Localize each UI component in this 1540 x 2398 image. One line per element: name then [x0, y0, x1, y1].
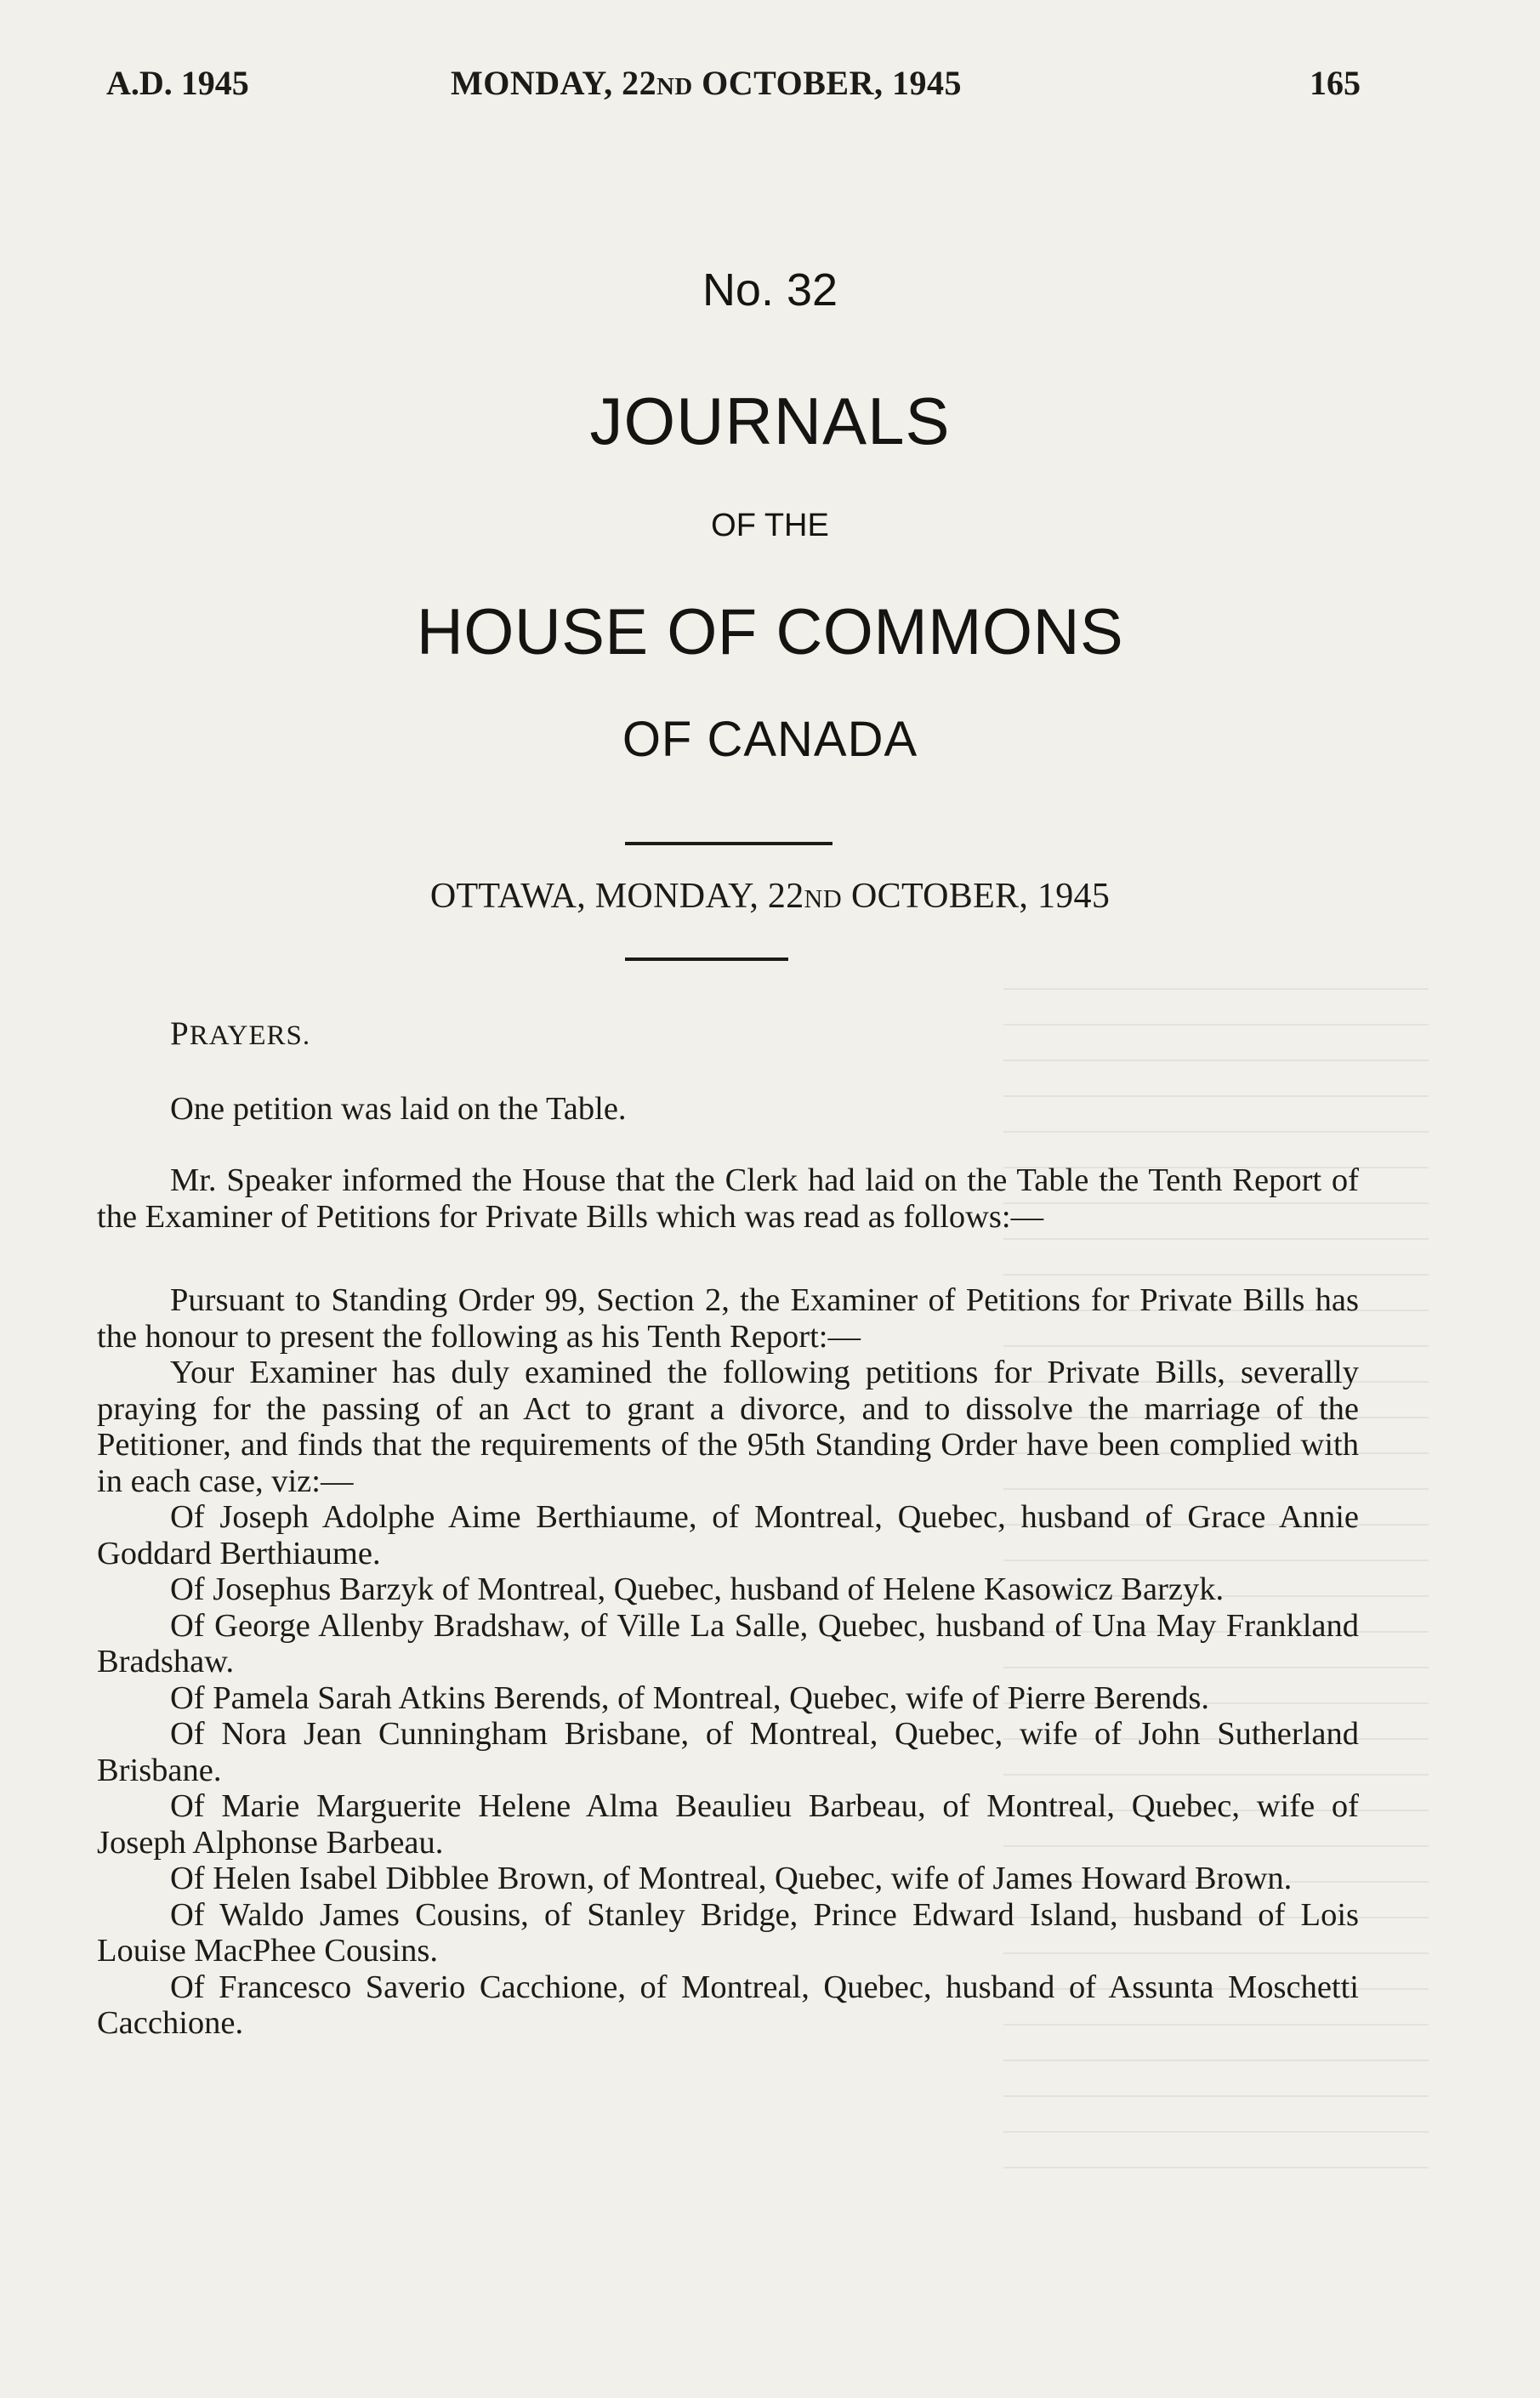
prayers-rest: RAYERS.	[189, 1020, 311, 1051]
issue-number: No. 32	[702, 264, 838, 315]
report-body	[97, 1282, 1359, 2042]
title-divider-rule	[625, 842, 833, 845]
dateline-suffix: OCTOBER, 1945	[842, 877, 1111, 916]
title-journals: JOURNALS	[589, 384, 951, 458]
pursuant-text: Pursuant to Standing Order 99, Section 2, the Examiner of Petitions for Private Bills has the honour to present the following as his Tenth Report:—	[97, 1282, 1359, 1355]
running-head-date-ordinal: ND	[656, 73, 693, 100]
running-head-date	[451, 63, 962, 103]
petition-item: Of Joseph Adolphe Aime Berthiaume, of Montreal, Quebec, husband of Grace Annie Goddard Berthiaume.	[97, 1499, 1359, 1571]
petition-item: Of Pamela Sarah Atkins Berends, of Montreal, Quebec, wife of Pierre Berends.	[170, 1679, 1210, 1716]
dateline-divider-rule	[625, 957, 788, 961]
dateline	[0, 876, 1540, 917]
petition-item: Of Nora Jean Cunningham Brisbane, of Montreal, Quebec, wife of John Sutherland Brisbane.	[97, 1716, 1359, 1788]
prayers-initial: P	[170, 1015, 190, 1052]
dateline-prefix: OTTAWA, MONDAY, 22	[429, 877, 804, 916]
title-of-the: OF THE	[711, 508, 829, 543]
petition-laid-paragraph	[97, 1091, 1359, 1128]
speaker-paragraph	[97, 1162, 1359, 1235]
speaker-text: Mr. Speaker informed the House that the Clerk had laid on the Table the Tenth Report of the Examiner of Petitions for Private Bills which was read as follows:—	[97, 1162, 1359, 1235]
petition-item: Of George Allenby Bradshaw, of Ville La Salle, Quebec, husband of Una May Frankland Bradshaw.	[97, 1607, 1359, 1679]
dateline-ordinal: ND	[804, 884, 843, 913]
title-house-of-commons: HOUSE OF COMMONS	[416, 596, 1124, 668]
page-number: 165	[1310, 64, 1361, 102]
petition-item: Of Josephus Barzyk of Montreal, Quebec, husband of Helene Kasowicz Barzyk.	[170, 1571, 1225, 1607]
title-of-canada: OF CANADA	[622, 712, 918, 767]
examiner-text: Your Examiner has duly examined the following petitions for Private Bills, severally praying for the passing of an Act to grant a divorce, and to dissolve the marriage of the Petitioner, and finds that the requirements of the 95th Standing Order have been complied with in each case, viz:—	[97, 1355, 1359, 1499]
petition-item: Of Waldo James Cousins, of Stanley Bridge, Prince Edward Island, husband of Lois Louise MacPhee Cousins.	[97, 1896, 1359, 1969]
petition-item: Of Helen Isabel Dibblee Brown, of Montreal, Quebec, wife of James Howard Brown.	[170, 1861, 1293, 1896]
prayers-heading	[170, 1014, 310, 1053]
petition-laid-text: One petition was laid on the Table.	[170, 1091, 627, 1127]
running-head	[0, 63, 1540, 105]
petition-item: Of Marie Marguerite Helene Alma Beaulieu Barbeau, of Montreal, Quebec, wife of Joseph Alphonse Barbeau.	[97, 1788, 1359, 1861]
running-head-date-prefix: MONDAY, 22	[451, 64, 657, 102]
petition-item: Of Francesco Saverio Cacchione, of Montreal, Quebec, husband of Assunta Moschetti Cacchione.	[97, 1969, 1359, 2041]
running-head-year: A.D. 1945	[106, 64, 249, 102]
running-head-date-suffix: OCTOBER, 1945	[692, 64, 962, 102]
